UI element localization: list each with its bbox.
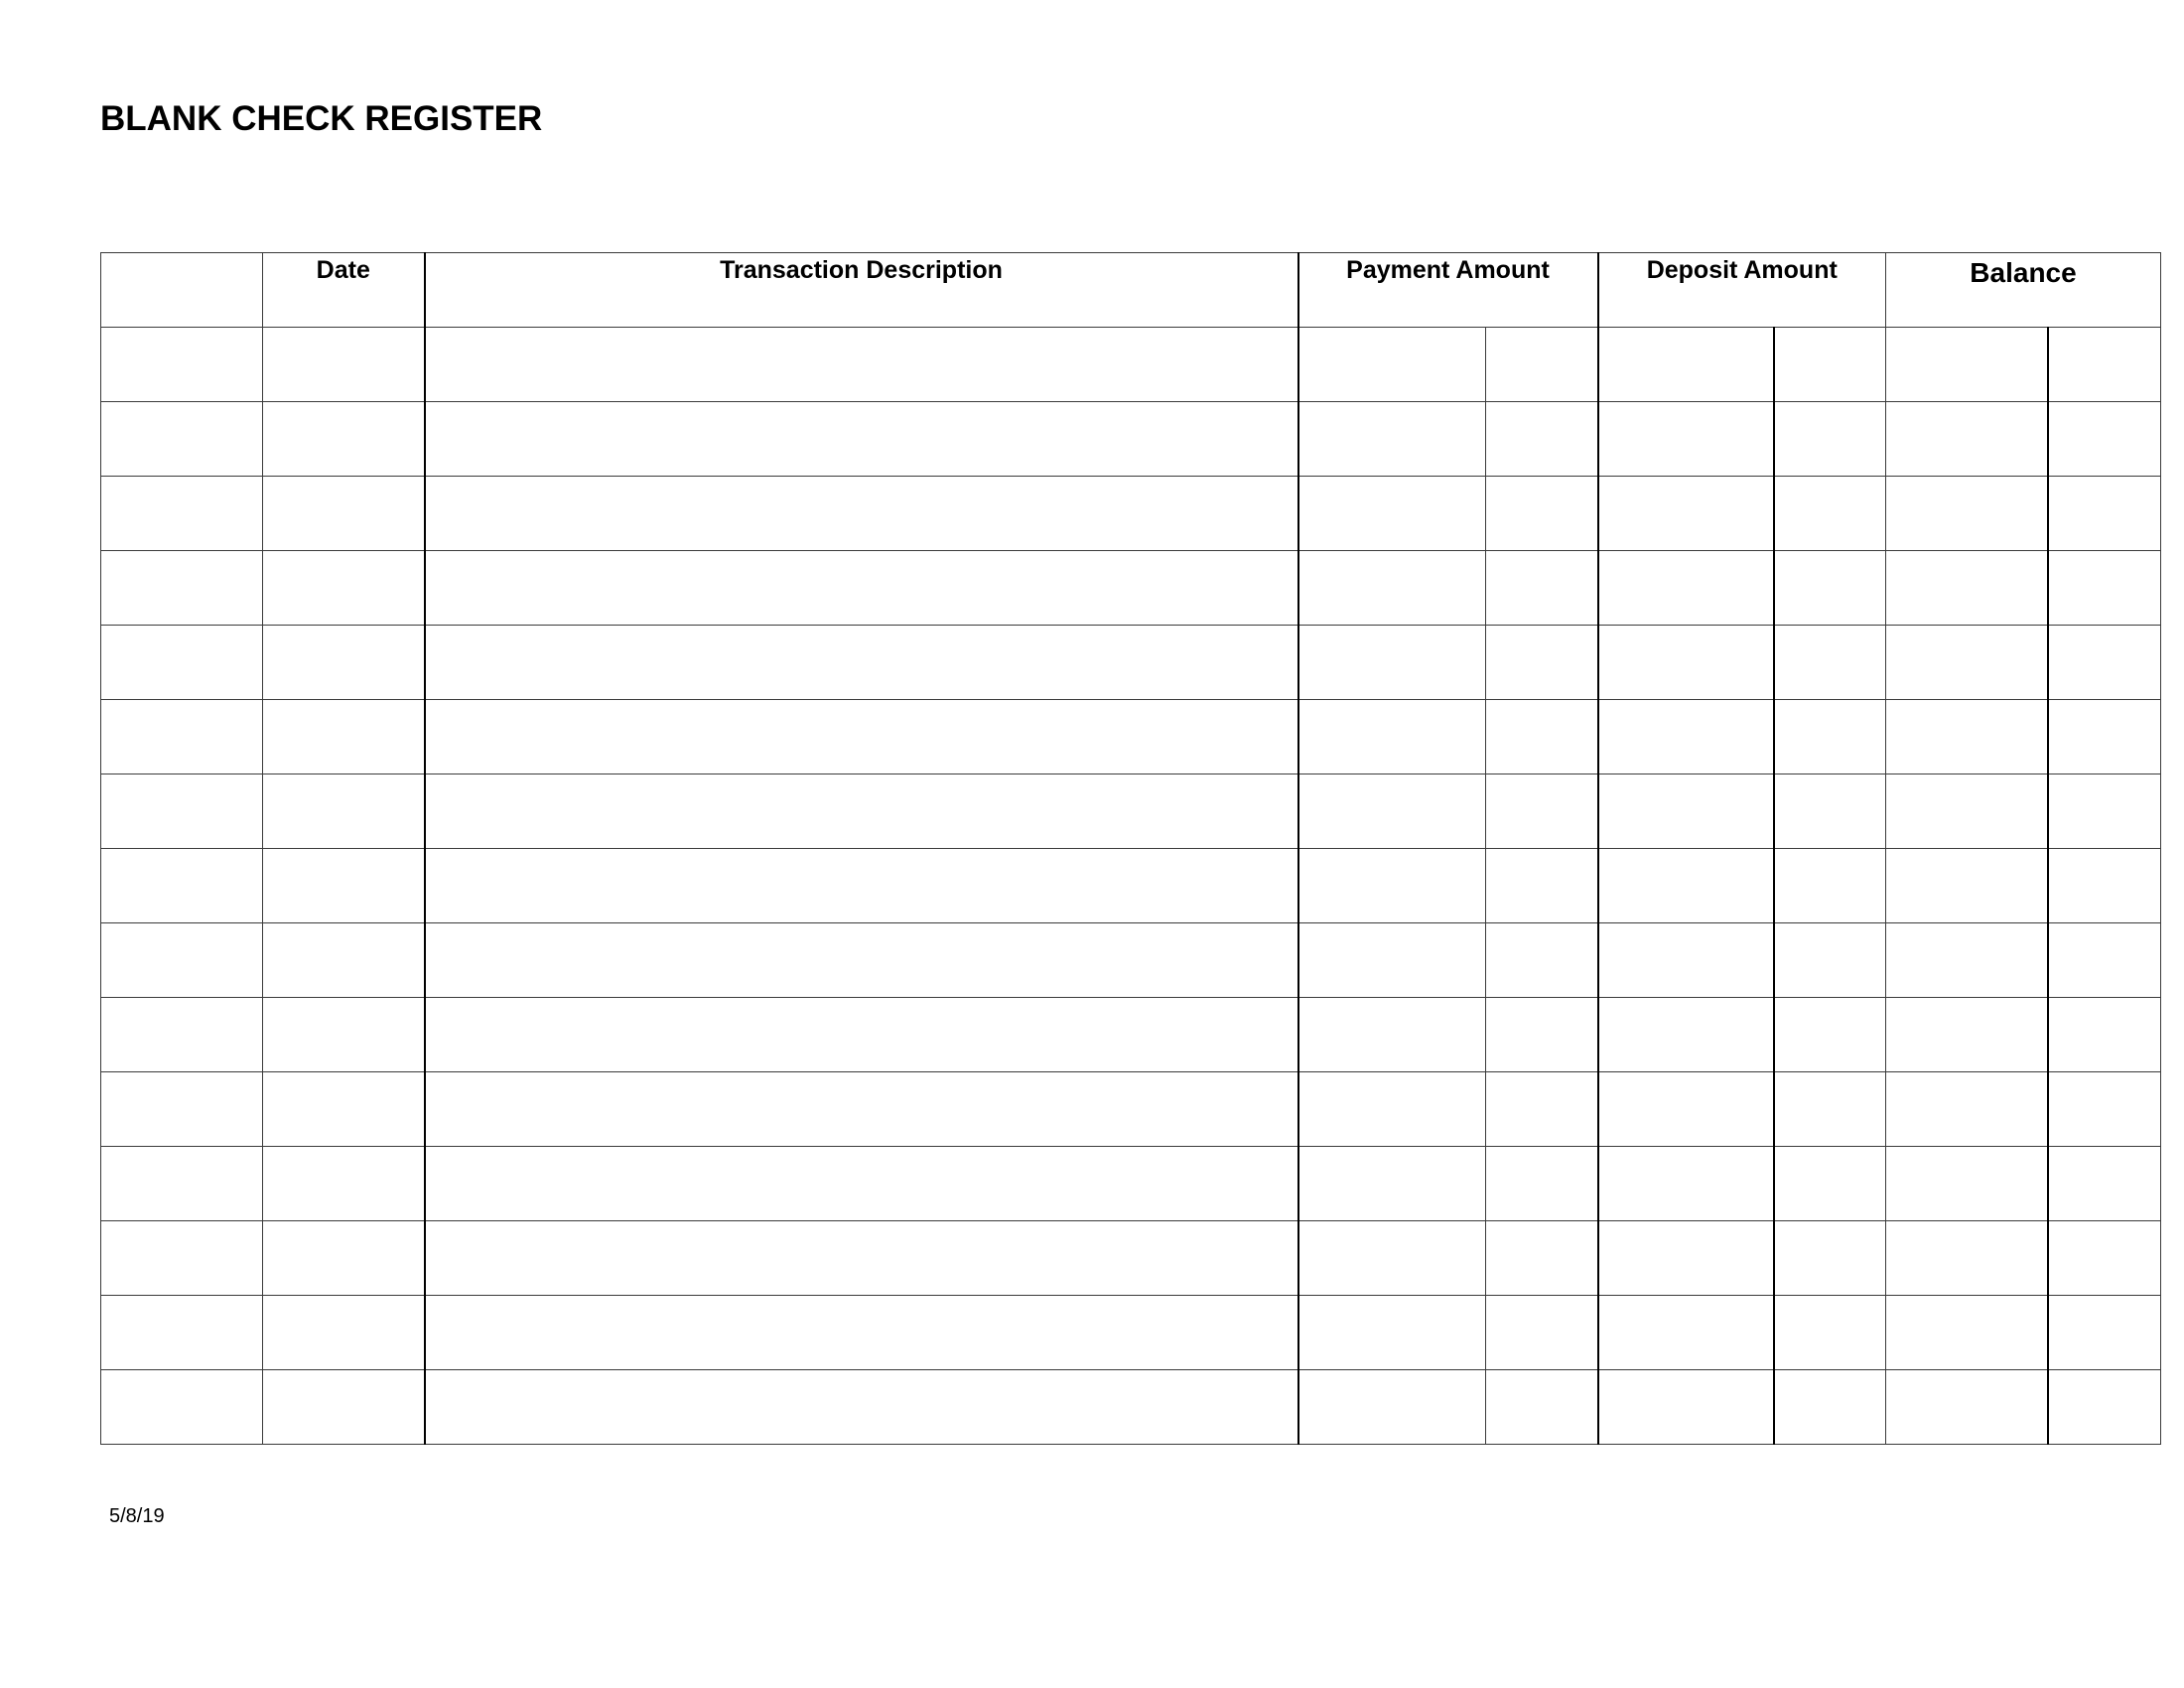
payment-dollars-cell[interactable]	[1298, 551, 1486, 626]
balance-dollars-cell[interactable]	[1886, 1147, 2048, 1221]
date-cell[interactable]	[263, 626, 425, 700]
description-cell[interactable]	[425, 626, 1298, 700]
deposit-dollars-cell[interactable]	[1598, 328, 1774, 402]
number-cell[interactable]	[101, 1072, 263, 1147]
balance-dollars-cell[interactable]	[1886, 774, 2048, 849]
table-row	[101, 1147, 2161, 1221]
number-cell[interactable]	[101, 1147, 263, 1221]
payment-dollars-cell[interactable]	[1298, 849, 1486, 923]
payment-cents-cell[interactable]	[1486, 626, 1598, 700]
number-cell[interactable]	[101, 1296, 263, 1370]
deposit-cents-cell[interactable]	[1774, 477, 1886, 551]
description-cell[interactable]	[425, 774, 1298, 849]
date-cell[interactable]	[263, 551, 425, 626]
number-cell[interactable]	[101, 1221, 263, 1296]
balance-cents-cell[interactable]	[2048, 998, 2161, 1072]
number-cell[interactable]	[101, 998, 263, 1072]
deposit-dollars-cell[interactable]	[1598, 551, 1774, 626]
payment-cents-cell[interactable]	[1486, 923, 1598, 998]
header-row	[101, 253, 2161, 328]
balance-cents-cell[interactable]	[2048, 1296, 2161, 1370]
table-row	[101, 1072, 2161, 1147]
balance-cents-cell[interactable]	[2048, 477, 2161, 551]
balance-dollars-cell[interactable]	[1886, 700, 2048, 774]
table-row	[101, 1296, 2161, 1370]
balance-dollars-cell[interactable]	[1886, 551, 2048, 626]
payment-cents-cell[interactable]	[1486, 477, 1598, 551]
deposit-dollars-cell[interactable]	[1598, 849, 1774, 923]
deposit-dollars-cell[interactable]	[1598, 998, 1774, 1072]
description-cell[interactable]	[425, 923, 1298, 998]
number-cell[interactable]	[101, 849, 263, 923]
balance-cents-cell[interactable]	[2048, 774, 2161, 849]
payment-dollars-cell[interactable]	[1298, 477, 1486, 551]
deposit-cents-cell[interactable]	[1774, 1221, 1886, 1296]
description-cell[interactable]	[425, 998, 1298, 1072]
number-cell[interactable]	[101, 626, 263, 700]
deposit-cents-cell[interactable]	[1774, 1072, 1886, 1147]
balance-dollars-cell[interactable]	[1886, 998, 2048, 1072]
table-row	[101, 774, 2161, 849]
date-cell[interactable]	[263, 1370, 425, 1445]
payment-cents-cell[interactable]	[1486, 1221, 1598, 1296]
payment-dollars-cell[interactable]	[1298, 1296, 1486, 1370]
footer-date: 5/8/19	[109, 1505, 165, 1527]
table-row	[101, 923, 2161, 998]
balance-cents-cell[interactable]	[2048, 402, 2161, 477]
date-cell[interactable]	[263, 700, 425, 774]
deposit-dollars-cell[interactable]	[1598, 1296, 1774, 1370]
number-cell[interactable]	[101, 477, 263, 551]
balance-dollars-cell[interactable]	[1886, 626, 2048, 700]
deposit-dollars-cell[interactable]	[1598, 1147, 1774, 1221]
deposit-cents-cell[interactable]	[1774, 1296, 1886, 1370]
table-row	[101, 1221, 2161, 1296]
balance-dollars-cell[interactable]	[1886, 1370, 2048, 1445]
description-cell[interactable]	[425, 1296, 1298, 1370]
balance-cents-cell[interactable]	[2048, 328, 2161, 402]
date-cell[interactable]	[263, 923, 425, 998]
header-deposit-amount: Deposit Amount	[1598, 253, 1886, 328]
date-cell[interactable]	[263, 774, 425, 849]
payment-cents-cell[interactable]	[1486, 328, 1598, 402]
balance-cents-cell[interactable]	[2048, 1147, 2161, 1221]
date-cell[interactable]	[263, 402, 425, 477]
header-description: Transaction Description	[425, 253, 1298, 328]
description-cell[interactable]	[425, 402, 1298, 477]
table-row	[101, 328, 2161, 402]
date-cell[interactable]	[263, 1147, 425, 1221]
payment-cents-cell[interactable]	[1486, 402, 1598, 477]
deposit-cents-cell[interactable]	[1774, 774, 1886, 849]
payment-cents-cell[interactable]	[1486, 1072, 1598, 1147]
description-cell[interactable]	[425, 1370, 1298, 1445]
balance-dollars-cell[interactable]	[1886, 1072, 2048, 1147]
deposit-cents-cell[interactable]	[1774, 328, 1886, 402]
deposit-dollars-cell[interactable]	[1598, 700, 1774, 774]
date-cell[interactable]	[263, 1072, 425, 1147]
balance-cents-cell[interactable]	[2048, 849, 2161, 923]
description-cell[interactable]	[425, 700, 1298, 774]
balance-dollars-cell[interactable]	[1886, 923, 2048, 998]
date-cell[interactable]	[263, 1296, 425, 1370]
payment-dollars-cell[interactable]	[1298, 774, 1486, 849]
payment-dollars-cell[interactable]	[1298, 402, 1486, 477]
payment-dollars-cell[interactable]	[1298, 1072, 1486, 1147]
table-row	[101, 700, 2161, 774]
header-payment-amount: Payment Amount	[1298, 253, 1598, 328]
payment-dollars-cell[interactable]	[1298, 328, 1486, 402]
number-cell[interactable]	[101, 700, 263, 774]
table-row	[101, 402, 2161, 477]
payment-cents-cell[interactable]	[1486, 551, 1598, 626]
date-cell[interactable]	[263, 849, 425, 923]
number-cell[interactable]	[101, 328, 263, 402]
deposit-cents-cell[interactable]	[1774, 551, 1886, 626]
description-cell[interactable]	[425, 1072, 1298, 1147]
number-cell[interactable]	[101, 402, 263, 477]
deposit-dollars-cell[interactable]	[1598, 1370, 1774, 1445]
payment-dollars-cell[interactable]	[1298, 1221, 1486, 1296]
deposit-cents-cell[interactable]	[1774, 1370, 1886, 1445]
number-cell[interactable]	[101, 551, 263, 626]
payment-dollars-cell[interactable]	[1298, 1147, 1486, 1221]
balance-dollars-cell[interactable]	[1886, 328, 2048, 402]
deposit-cents-cell[interactable]	[1774, 923, 1886, 998]
date-cell[interactable]	[263, 328, 425, 402]
balance-cents-cell[interactable]	[2048, 923, 2161, 998]
description-cell[interactable]	[425, 477, 1298, 551]
number-cell[interactable]	[101, 923, 263, 998]
header-balance: Balance	[1886, 253, 2161, 328]
payment-cents-cell[interactable]	[1486, 1296, 1598, 1370]
balance-dollars-cell[interactable]	[1886, 1221, 2048, 1296]
balance-cents-cell[interactable]	[2048, 551, 2161, 626]
deposit-dollars-cell[interactable]	[1598, 923, 1774, 998]
balance-dollars-cell[interactable]	[1886, 402, 2048, 477]
table-row	[101, 626, 2161, 700]
payment-cents-cell[interactable]	[1486, 774, 1598, 849]
table-row	[101, 477, 2161, 551]
table-row	[101, 849, 2161, 923]
balance-cents-cell[interactable]	[2048, 1370, 2161, 1445]
table-row	[101, 998, 2161, 1072]
payment-dollars-cell[interactable]	[1298, 923, 1486, 998]
balance-dollars-cell[interactable]	[1886, 477, 2048, 551]
payment-cents-cell[interactable]	[1486, 998, 1598, 1072]
payment-cents-cell[interactable]	[1486, 1147, 1598, 1221]
deposit-dollars-cell[interactable]	[1598, 1072, 1774, 1147]
table-row	[101, 551, 2161, 626]
deposit-cents-cell[interactable]	[1774, 998, 1886, 1072]
balance-cents-cell[interactable]	[2048, 1221, 2161, 1296]
description-cell[interactable]	[425, 1221, 1298, 1296]
register-body	[101, 328, 2161, 1445]
description-cell[interactable]	[425, 328, 1298, 402]
page-title: BLANK CHECK REGISTER	[100, 99, 543, 138]
date-cell[interactable]	[263, 998, 425, 1072]
date-cell[interactable]	[263, 477, 425, 551]
deposit-dollars-cell[interactable]	[1598, 774, 1774, 849]
table-row	[101, 1370, 2161, 1445]
number-cell[interactable]	[101, 1370, 263, 1445]
balance-dollars-cell[interactable]	[1886, 849, 2048, 923]
deposit-cents-cell[interactable]	[1774, 700, 1886, 774]
deposit-cents-cell[interactable]	[1774, 402, 1886, 477]
number-cell[interactable]	[101, 774, 263, 849]
header-number	[101, 253, 263, 328]
header-date: Date	[263, 253, 425, 328]
balance-cents-cell[interactable]	[2048, 1072, 2161, 1147]
payment-cents-cell[interactable]	[1486, 1370, 1598, 1445]
deposit-cents-cell[interactable]	[1774, 1147, 1886, 1221]
payment-dollars-cell[interactable]	[1298, 626, 1486, 700]
deposit-dollars-cell[interactable]	[1598, 1221, 1774, 1296]
description-cell[interactable]	[425, 1147, 1298, 1221]
date-cell[interactable]	[263, 1221, 425, 1296]
payment-cents-cell[interactable]	[1486, 700, 1598, 774]
deposit-dollars-cell[interactable]	[1598, 477, 1774, 551]
deposit-dollars-cell[interactable]	[1598, 402, 1774, 477]
description-cell[interactable]	[425, 849, 1298, 923]
payment-dollars-cell[interactable]	[1298, 998, 1486, 1072]
payment-dollars-cell[interactable]	[1298, 1370, 1486, 1445]
payment-cents-cell[interactable]	[1486, 849, 1598, 923]
deposit-cents-cell[interactable]	[1774, 626, 1886, 700]
balance-cents-cell[interactable]	[2048, 700, 2161, 774]
check-register-table	[100, 252, 2161, 1445]
description-cell[interactable]	[425, 551, 1298, 626]
deposit-cents-cell[interactable]	[1774, 849, 1886, 923]
deposit-dollars-cell[interactable]	[1598, 626, 1774, 700]
balance-dollars-cell[interactable]	[1886, 1296, 2048, 1370]
payment-dollars-cell[interactable]	[1298, 700, 1486, 774]
balance-cents-cell[interactable]	[2048, 626, 2161, 700]
